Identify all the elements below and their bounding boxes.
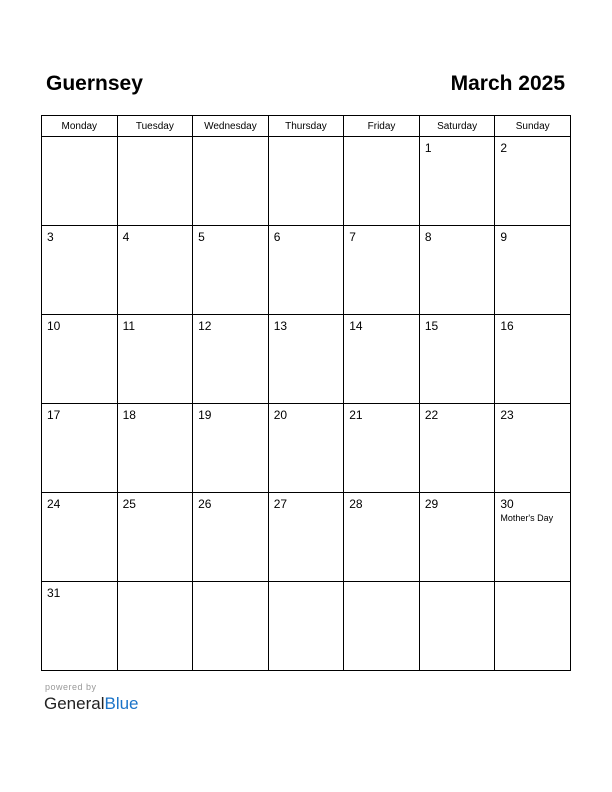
day-cell[interactable] xyxy=(268,493,344,582)
weekday-header: Monday xyxy=(42,116,118,137)
day-number: 23 xyxy=(500,408,514,422)
day-number: 28 xyxy=(349,497,363,511)
day-number: 17 xyxy=(47,408,61,422)
day-cell[interactable] xyxy=(419,315,495,404)
powered-by-text: powered by xyxy=(45,682,97,692)
day-number: 9 xyxy=(500,230,508,244)
day-number: 20 xyxy=(273,408,288,422)
day-number: 21 xyxy=(349,408,363,422)
empty-day-cell xyxy=(193,137,269,226)
day-number: 6 xyxy=(273,230,281,244)
month-year-title: March 2025 xyxy=(450,72,565,95)
day-cell[interactable] xyxy=(268,226,344,315)
day-cell[interactable] xyxy=(268,404,344,493)
day-cell[interactable] xyxy=(344,493,420,582)
day-number: 2 xyxy=(500,141,508,155)
day-number: 30 xyxy=(500,497,514,511)
empty-day-cell xyxy=(495,582,571,671)
day-cell[interactable] xyxy=(42,493,118,582)
weekday-header: Tuesday xyxy=(117,116,193,137)
day-number: 22 xyxy=(424,408,439,422)
empty-day-cell xyxy=(42,137,118,226)
empty-day-cell xyxy=(117,582,193,671)
day-cell[interactable] xyxy=(344,226,420,315)
day-number: 29 xyxy=(424,497,439,511)
weekday-header: Thursday xyxy=(268,116,344,137)
week-row xyxy=(42,493,571,582)
empty-day-cell xyxy=(268,582,344,671)
week-row xyxy=(42,137,571,226)
country-title: Guernsey xyxy=(46,72,143,95)
day-cell[interactable] xyxy=(495,493,571,582)
empty-day-cell xyxy=(344,137,420,226)
day-cell[interactable] xyxy=(495,226,571,315)
day-cell[interactable] xyxy=(344,315,420,404)
week-row xyxy=(42,582,571,671)
day-number: 8 xyxy=(424,230,432,244)
week-row xyxy=(42,315,571,404)
day-cell[interactable] xyxy=(268,315,344,404)
brand-logo[interactable] xyxy=(44,694,139,714)
day-number: 15 xyxy=(424,319,439,333)
brand-general-text: General xyxy=(44,694,105,713)
holiday-label: Mother's Day xyxy=(500,513,554,523)
day-number: 3 xyxy=(47,230,54,244)
empty-day-cell xyxy=(193,582,269,671)
weekday-header: Wednesday xyxy=(193,116,269,137)
weekday-header: Sunday xyxy=(495,116,571,137)
calendar-grid xyxy=(41,115,571,671)
day-cell[interactable] xyxy=(419,404,495,493)
day-number: 24 xyxy=(47,497,61,511)
day-cell[interactable] xyxy=(344,404,420,493)
empty-day-cell xyxy=(419,582,495,671)
day-number: 25 xyxy=(122,497,136,511)
day-cell[interactable] xyxy=(495,137,571,226)
day-cell[interactable] xyxy=(419,137,495,226)
day-number: 12 xyxy=(198,319,212,333)
day-cell[interactable] xyxy=(193,315,269,404)
day-cell[interactable] xyxy=(495,404,571,493)
day-cell[interactable] xyxy=(193,404,269,493)
day-cell[interactable] xyxy=(419,226,495,315)
day-cell[interactable] xyxy=(117,315,193,404)
day-number: 19 xyxy=(198,408,212,422)
day-cell[interactable] xyxy=(42,582,118,671)
day-cell[interactable] xyxy=(117,493,193,582)
day-cell[interactable] xyxy=(495,315,571,404)
day-cell[interactable] xyxy=(117,404,193,493)
day-number: 16 xyxy=(500,319,514,333)
empty-day-cell xyxy=(117,137,193,226)
day-number: 18 xyxy=(122,408,136,422)
footer-branding xyxy=(44,682,139,714)
day-number: 5 xyxy=(198,230,205,244)
day-number: 27 xyxy=(273,497,288,511)
day-number: 7 xyxy=(349,230,356,244)
day-number: 14 xyxy=(349,319,363,333)
day-number: 26 xyxy=(198,497,212,511)
day-cell[interactable] xyxy=(419,493,495,582)
day-number: 31 xyxy=(47,586,61,600)
day-cell[interactable] xyxy=(42,404,118,493)
day-number: 4 xyxy=(122,230,130,244)
week-row xyxy=(42,404,571,493)
weekday-header: Saturday xyxy=(419,116,495,137)
brand-blue-text: Blue xyxy=(104,694,139,713)
day-cell[interactable] xyxy=(193,493,269,582)
day-number: 13 xyxy=(273,319,288,333)
empty-day-cell xyxy=(268,137,344,226)
empty-day-cell xyxy=(344,582,420,671)
week-row xyxy=(42,226,571,315)
day-number: 10 xyxy=(47,319,61,333)
day-number: 1 xyxy=(424,141,432,155)
weekday-header: Friday xyxy=(344,116,420,137)
day-cell[interactable] xyxy=(117,226,193,315)
day-cell[interactable] xyxy=(193,226,269,315)
day-cell[interactable] xyxy=(42,315,118,404)
weekday-header-row xyxy=(42,116,571,137)
day-cell[interactable] xyxy=(42,226,118,315)
day-number: 11 xyxy=(122,319,136,333)
